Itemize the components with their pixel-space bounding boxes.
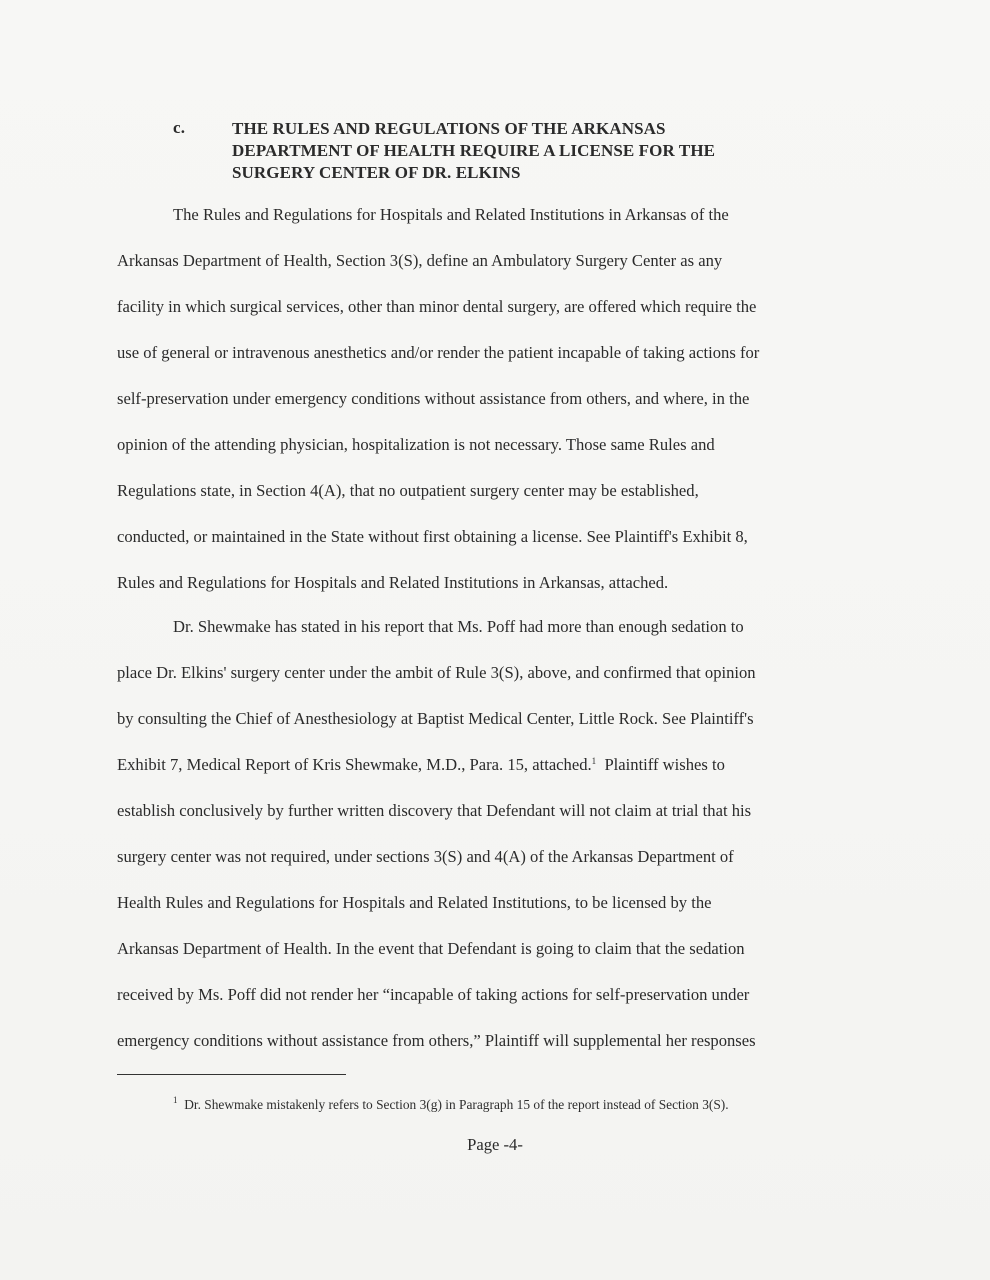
text-line: received by Ms. Poff did not render her “incapable of taking actions for self-preservation under bbox=[117, 985, 750, 1004]
text-line: Arkansas Department of Health. In the event that Defendant is going to claim that the sedation bbox=[117, 939, 745, 958]
text-segment: Plaintiff wishes to bbox=[596, 755, 725, 774]
text-line: opinion of the attending physician, hospitalization is not necessary. Those same Rules and bbox=[117, 435, 715, 454]
text-line: establish conclusively by further written discovery that Defendant will not claim at trial that his bbox=[117, 801, 752, 820]
section-title bbox=[232, 118, 872, 184]
text-line: self-preservation under emergency conditions without assistance from others, and where, in the bbox=[117, 389, 750, 408]
text-line: place Dr. Elkins' surgery center under the ambit of Rule 3(S), above, and confirmed that opinion bbox=[117, 663, 756, 682]
text-line: conducted, or maintained in the State without first obtaining a license. See Plaintiff's Exhibit 8, bbox=[117, 527, 748, 546]
text-line: emergency conditions without assistance from others,” Plaintiff will supplemental her responses bbox=[117, 1031, 756, 1050]
footnote-text: Dr. Shewmake mistakenly refers to Section 3(g) in Paragraph 15 of the report instead of Section 3(S). bbox=[184, 1097, 729, 1112]
text-line: The Rules and Regulations for Hospitals and Related Institutions in Arkansas of the bbox=[173, 205, 729, 224]
text-line: Dr. Shewmake has stated in his report that Ms. Poff had more than enough sedation to bbox=[173, 617, 744, 636]
footnote-marker: 1 bbox=[173, 1095, 178, 1105]
section-title-line: DEPARTMENT OF HEALTH REQUIRE A LICENSE FOR THE bbox=[232, 141, 716, 160]
section-letter: c. bbox=[173, 118, 186, 137]
text-line: Regulations state, in Section 4(A), that no outpatient surgery center may be established, bbox=[117, 481, 699, 500]
text-line: surgery center was not required, under sections 3(S) and 4(A) of the Arkansas Department of bbox=[117, 847, 734, 866]
footnote-divider bbox=[117, 1074, 346, 1075]
text-line: Arkansas Department of Health, Section 3(S), define an Ambulatory Surgery Center as any bbox=[117, 251, 723, 270]
section-title-line: THE RULES AND REGULATIONS OF THE ARKANSAS bbox=[232, 119, 666, 138]
text-line: Health Rules and Regulations for Hospitals and Related Institutions, to be licensed by the bbox=[117, 893, 712, 912]
page-number: Page -4- bbox=[467, 1135, 523, 1154]
footnote bbox=[173, 1097, 729, 1113]
section-title-line: SURGERY CENTER OF DR. ELKINS bbox=[232, 163, 521, 182]
text-line: Rules and Regulations for Hospitals and Related Institutions in Arkansas, attached. bbox=[117, 573, 669, 592]
text-segment: Exhibit 7, Medical Report of Kris Shewmake, M.D., Para. 15, attached. bbox=[117, 755, 592, 774]
text-line: use of general or intravenous anesthetics and/or render the patient incapable of taking actions for bbox=[117, 343, 760, 362]
footnote-reference[interactable]: 1 bbox=[591, 756, 597, 766]
text-line: by consulting the Chief of Anesthesiology at Baptist Medical Center, Little Rock. See Plaintiff's bbox=[117, 709, 754, 728]
text-line: facility in which surgical services, other than minor dental surgery, are offered which require the bbox=[117, 297, 757, 316]
text-line bbox=[117, 755, 725, 775]
